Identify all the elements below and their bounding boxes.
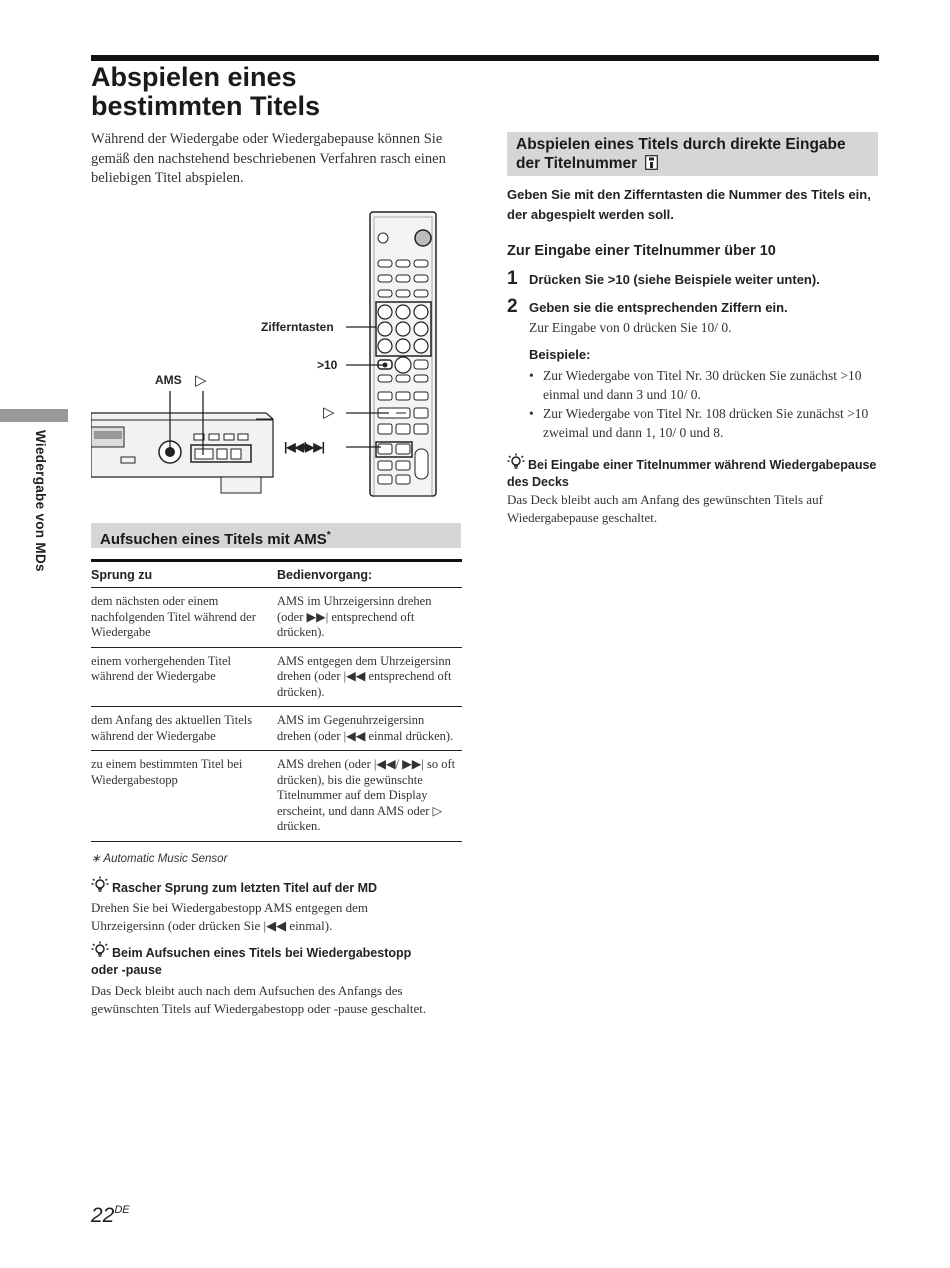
examples-label: Beispiele:	[529, 347, 591, 362]
callout-skip-icon: |◀◀/▶▶|	[284, 440, 324, 454]
row-target: dem nächsten oder einem nachfolgenden Titel während der Wiedergabe	[91, 588, 277, 648]
page-title-line1: Abspielen eines	[91, 62, 297, 92]
row-action: AMS drehen (oder |◀◀/ ▶▶| so oft drücken), bis die gewünschte Titelnummer auf dem Display erscheint, und dann AMS oder ▷ drücken.	[277, 751, 462, 842]
table-row	[91, 647, 462, 707]
table-row	[91, 707, 462, 751]
tip-stop-search-body: Das Deck bleibt auch nach dem Aufsuchen des Anfangs des gewünschten Titels auf Wiedergabestopp oder -pause geschaltet.	[91, 983, 427, 1016]
direct-entry-heading	[507, 132, 878, 176]
over10-heading: Zur Eingabe einer Titelnummer über 10	[507, 243, 776, 259]
row-action: AMS im Uhrzeigersinn drehen (oder ▶▶| entsprechend oft drücken).	[277, 588, 462, 648]
step-2-number: 2	[507, 296, 518, 317]
row-target: zu einem bestimmten Titel bei Wiedergabestopp	[91, 751, 277, 842]
lightbulb-icon	[507, 453, 525, 471]
side-tab-bar	[0, 409, 68, 422]
row-action: AMS entgegen dem Uhrzeigersinn drehen (oder |◀◀ entsprechend oft drücken).	[277, 647, 462, 707]
remote-control-drawing	[370, 212, 436, 496]
list-item: • Zur Wiedergabe von Titel Nr. 108 drücken Sie zunächst >10 zweimal und dann 1, 10/ 0 und 8.	[529, 406, 869, 440]
ams-heading-mark: *	[326, 530, 331, 541]
row-action: AMS im Gegenuhrzeigersinn drehen (oder |◀◀ einmal drücken).	[277, 707, 462, 751]
tip-stop-search-title	[91, 941, 441, 979]
intro-paragraph: Während der Wiedergabe oder Wiedergabepause können Sie gemäß den nachstehend beschriebenen Verfahren rasch einen beliebigen Titel abspielen.	[91, 131, 446, 186]
tip-pause-entry-title	[507, 453, 879, 491]
ams-table-header-row	[91, 560, 462, 588]
ams-section-heading	[91, 523, 461, 548]
device-illustration	[91, 205, 463, 505]
side-tab-label: Wiedergabe von MDs	[33, 430, 48, 572]
row-target: einem vorhergehenden Titel während der Wiedergabe	[91, 647, 277, 707]
callout-zifferntasten: Zifferntasten	[261, 320, 334, 334]
callout-ams-play-icon: ▷	[195, 372, 207, 389]
page-number-value: 22	[91, 1204, 115, 1227]
table-row	[91, 588, 462, 648]
lightbulb-icon	[91, 941, 109, 959]
page-title-line2: bestimmten Titels	[91, 91, 321, 121]
ams-col-target: Sprung zu	[91, 560, 277, 588]
example-text: Zur Wiedergabe von Titel Nr. 108 drücken Sie zunächst >10 zweimal und dann 1, 10/ 0 und 8.	[543, 406, 869, 440]
callout-play-icon: ▷	[323, 404, 335, 421]
page-number-suffix: DE	[114, 1204, 130, 1216]
tip-stop-search-title-text: Beim Aufsuchen eines Titels bei Wiedergabestopp oder -pause	[91, 946, 412, 977]
table-row	[91, 751, 462, 842]
callout-gt10: >10	[317, 358, 338, 372]
ams-footnote: ∗ Automatic Music Sensor	[91, 853, 228, 865]
step-1-number: 1	[507, 268, 518, 289]
remote-icon	[645, 155, 658, 170]
ams-heading-text: Aufsuchen eines Titels mit AMS	[100, 531, 327, 548]
deck-remote-drawing	[91, 205, 463, 505]
lightbulb-icon	[91, 876, 109, 894]
row-target: dem Anfang des aktuellen Titels während der Wiedergabe	[91, 707, 277, 751]
tip-last-track-title	[91, 876, 463, 897]
page-number	[91, 1204, 130, 1228]
list-item: • Zur Wiedergabe von Titel Nr. 30 drücken Sie zunächst >10 einmal und dann 3 und 10/ 0.	[529, 366, 869, 404]
tip-pause-entry-title-text: Bei Eingabe einer Titelnummer während Wiedergabepause des Decks	[507, 458, 877, 489]
page-title	[91, 63, 491, 121]
direct-entry-heading-text: Abspielen eines Titels durch direkte Eingabe der Titelnummer	[516, 136, 846, 172]
md-deck-drawing	[91, 413, 273, 493]
tip-pause-entry-body: Das Deck bleibt auch am Anfang des gewünschten Titels auf Wiedergabepause geschaltet.	[507, 492, 823, 525]
tip-last-track-title-text: Rascher Sprung zum letzten Titel auf der MD	[112, 881, 378, 895]
tip-last-track-body: Drehen Sie bei Wiedergabestopp AMS entgegen dem Uhrzeigersinn (oder drücken Sie |◀◀ einmal).	[91, 900, 368, 933]
direct-entry-intro: Geben Sie mit den Zifferntasten die Nummer des Titels ein, der abgespielt werden soll.	[507, 187, 871, 222]
step-2-sub: Zur Eingabe von 0 drücken Sie 10/ 0.	[529, 320, 732, 335]
step-1-text: Drücken Sie >10 (siehe Beispiele weiter unten).	[529, 272, 820, 287]
ams-col-action: Bedienvorgang:	[277, 560, 462, 588]
top-rule	[91, 55, 879, 61]
ams-table	[91, 560, 462, 842]
callout-ams: AMS	[155, 373, 182, 387]
callout-lines	[170, 327, 389, 455]
step-2-text: Geben sie die entsprechenden Ziffern ein.	[529, 300, 788, 315]
example-text: Zur Wiedergabe von Titel Nr. 30 drücken Sie zunächst >10 einmal und dann 3 und 10/ 0.	[543, 368, 862, 402]
